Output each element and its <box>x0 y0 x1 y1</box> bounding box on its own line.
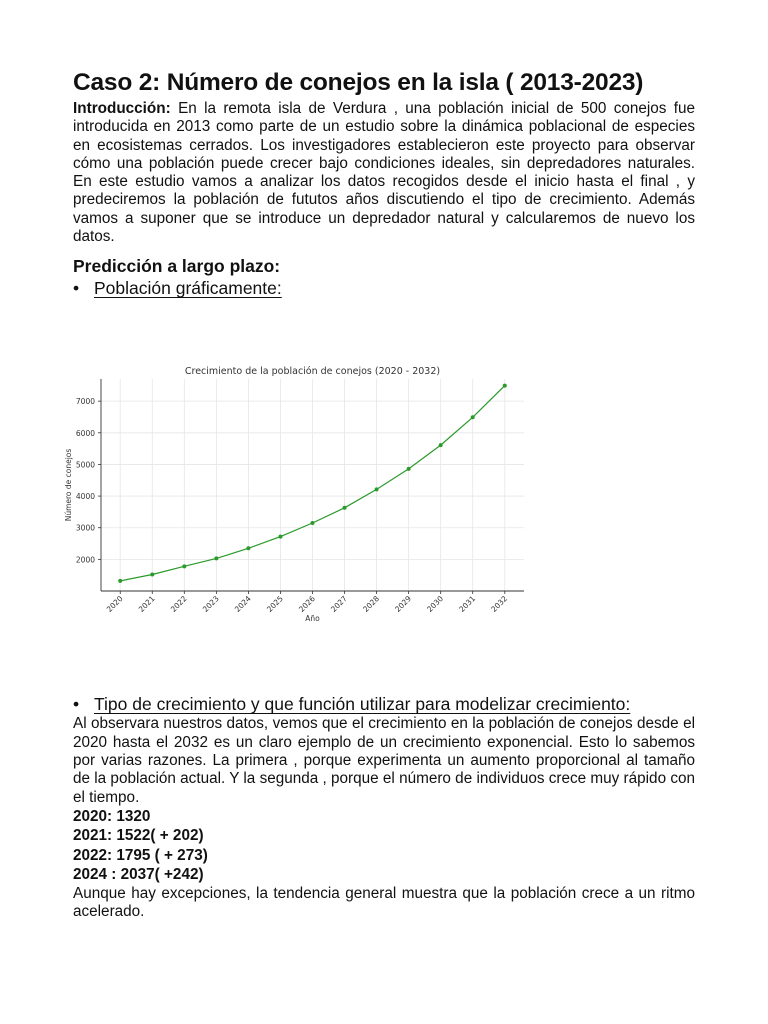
analysis-paragraph: Al observara nuestros datos, vemos que el crecimiento en la población de conejos desde el 2020 hasta el 2032 es un claro ejemplo de un crecimiento exponencial. Esto lo sabemos por varias razones. La primera , porque experimenta un aumento proporcional al tamaño de la población actual. Y la segunda , porque el número de individuos crece muy rápido con el tiempo. <box>73 715 695 806</box>
data-point <box>246 546 250 550</box>
y-tick-label: 3000 <box>75 523 95 533</box>
x-tick-label: 2029 <box>393 594 414 614</box>
x-tick-label: 2028 <box>361 594 382 614</box>
population-chart <box>57 355 547 627</box>
bullet-text-growth: Tipo de crecimiento y que función utilizar para modelizar crecimiento: <box>94 694 631 715</box>
data-point <box>311 521 315 525</box>
x-tick-label: 2021 <box>136 594 157 614</box>
x-tick-label: 2022 <box>168 594 189 614</box>
x-tick-label: 2024 <box>232 594 253 614</box>
data-point <box>278 535 282 539</box>
data-point <box>503 384 507 388</box>
y-axis-label: Número de conejos <box>64 448 73 522</box>
data-point <box>407 467 411 471</box>
y-tick-label: 6000 <box>75 428 95 438</box>
data-point <box>343 506 347 510</box>
intro-label: Introducción: <box>73 100 171 117</box>
data-line: 2024 : 2037( +242) <box>73 866 204 884</box>
conclusion-paragraph: Aunque hay excepciones, la tendencia general muestra que la población crece a un ritmo acelerado. <box>73 884 695 921</box>
x-axis-label: Año <box>305 614 320 623</box>
x-tick-label: 2027 <box>329 594 349 614</box>
data-point <box>182 564 186 568</box>
chart-title: Crecimiento de la población de conejos (2020 - 2032) <box>184 366 441 377</box>
data-point <box>439 443 443 447</box>
data-point <box>214 556 218 560</box>
bullet-icon: • <box>73 278 80 299</box>
x-tick-label: 2023 <box>200 594 221 614</box>
x-tick-label: 2030 <box>425 594 446 614</box>
data-point <box>471 415 475 419</box>
intro-paragraph <box>73 100 695 246</box>
y-tick-label: 4000 <box>75 492 95 502</box>
x-tick-label: 2025 <box>265 594 285 614</box>
x-tick-label: 2020 <box>104 594 125 614</box>
bullet-item <box>73 693 695 715</box>
bullet-item <box>73 277 695 299</box>
y-tick-label: 2000 <box>75 555 95 565</box>
section-heading: Predicción a largo plazo: <box>73 256 281 277</box>
chart-svg <box>57 355 547 627</box>
bullet-icon: • <box>73 694 80 715</box>
data-line: 2020: 1320 <box>73 807 151 825</box>
page-title: Caso 2: Número de conejos en la isla ( 2013-2023) <box>73 69 644 96</box>
y-tick-label: 5000 <box>75 460 95 470</box>
x-tick-label: 2026 <box>297 594 317 614</box>
data-point <box>118 579 122 583</box>
y-tick-label: 7000 <box>75 397 95 407</box>
x-tick-label: 2031 <box>457 594 478 614</box>
data-point <box>375 487 379 491</box>
data-line: 2021: 1522( + 202) <box>73 827 204 845</box>
data-line: 2022: 1795 ( + 273) <box>73 846 208 864</box>
intro-text: En la remota isla de Verdura , una población inicial de 500 conejos fue introducida en 2013 como parte de un estudio sobre la dinámica poblacional de especies en ecosistemas cerrados. Los investigadores establecieron este proyecto para observar cómo una población puede crecer bajo condiciones ideales, sin depredadores naturales. En este estudio vamos a analizar los datos recogidos desde el inicio hasta el final , y predeciremos la población de fututos años discutiendo el tipo de crecimiento. Además vamos a suponer que se introduce un depredador natural y calcularemos de nuevo los datos. <box>73 100 695 246</box>
bullet-text-graph: Población gráficamente: <box>94 278 282 299</box>
data-point <box>150 572 154 576</box>
x-tick-label: 2032 <box>489 594 510 614</box>
